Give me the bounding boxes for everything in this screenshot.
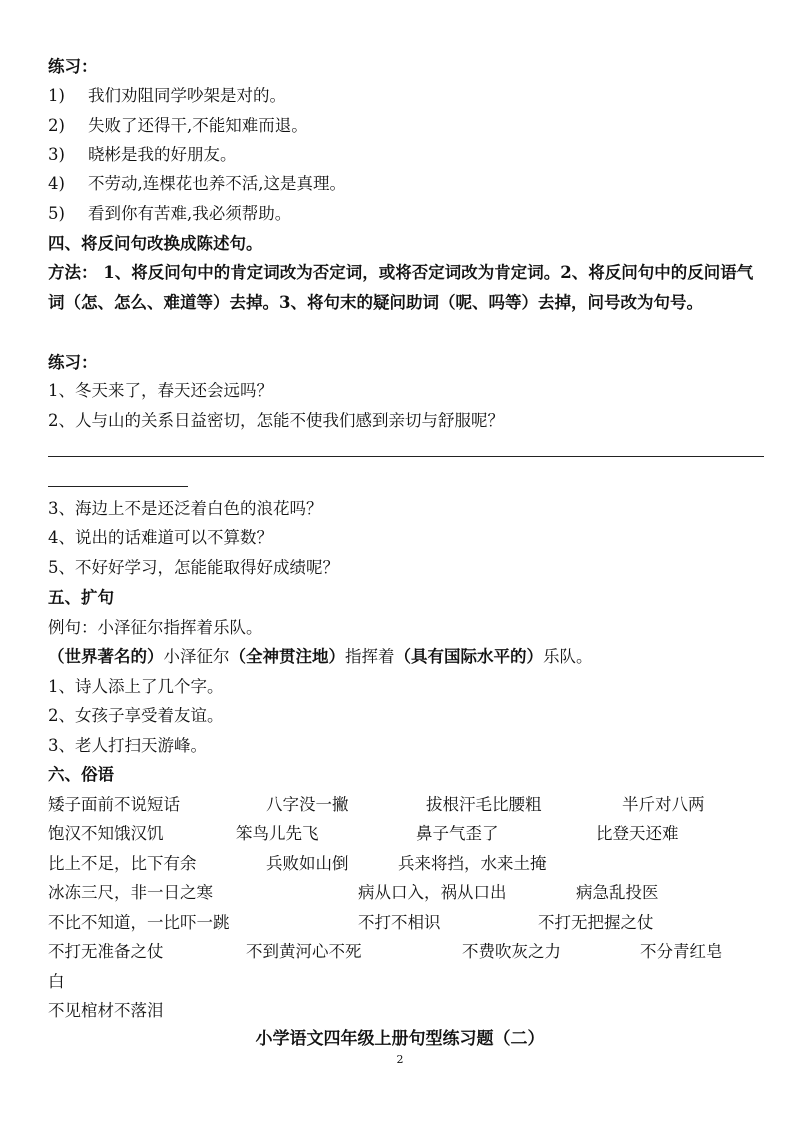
idiom: 不到黄河心不死 xyxy=(246,942,362,961)
list-item: 5) 看到你有苦难,我必须帮助。 xyxy=(48,204,292,223)
idiom: 八字没一撇 xyxy=(266,795,349,814)
expanded-sentence: （世界著名的）小泽征尔（全神贯注地）指挥着（具有国际水平的）乐队。 xyxy=(48,647,593,666)
page-number: 2 xyxy=(396,1053,404,1066)
idiom: 比登天还难 xyxy=(596,824,679,843)
idiom: 拔根汗毛比腰粗 xyxy=(426,795,542,814)
idiom: 比上不足，比下有余 xyxy=(48,854,197,873)
list-item: 1) 我们劝阻同学吵架是对的。 xyxy=(48,86,286,105)
idiom: 兵来将挡，水来土掩 xyxy=(398,854,547,873)
list-item: 5、不好好学习，怎能能取得好成绩呢？ xyxy=(48,558,339,577)
list-item: 1、冬天来了，春天还会远吗？ xyxy=(48,381,273,400)
list-item: 4) 不劳动,连棵花也养不活,这是真理。 xyxy=(48,174,346,193)
idiom: 病急乱投医 xyxy=(576,883,659,902)
idiom: 矮子面前不说短话 xyxy=(48,795,180,814)
list-item: 2) 失败了还得干,不能知难而退。 xyxy=(48,116,308,135)
list-item: 1、诗人添上了几个字。 xyxy=(48,677,224,696)
idiom: 不分青红皂 xyxy=(640,942,723,961)
idiom: 不打无准备之仗 xyxy=(48,942,164,961)
list-item: 2、人与山的关系日益密切，怎能不使我们感到亲切与舒服呢？ xyxy=(48,411,504,430)
practice-heading: 练习： xyxy=(48,353,98,372)
list-item: 3、老人打扫天游峰。 xyxy=(48,736,207,755)
idiom: 不比不知道，一比吓一跳 xyxy=(48,913,230,932)
example-sentence: 例句：小泽征尔指挥着乐队。 xyxy=(48,618,263,637)
idiom: 不打不相识 xyxy=(358,913,441,932)
method-paragraph: 方法： 1、将反问句中的肯定词改为否定词，或将否定词改为肯定词。2、将反问句中的反问语气词（怎、怎么、难道等）去掉。3、将句末的疑问助词（呢、吗等）去掉，问号改为句号。 xyxy=(48,263,754,312)
idiom: 不打无把握之仗 xyxy=(538,913,654,932)
answer-line xyxy=(48,456,764,457)
list-item: 3、海边上不是还泛着白色的浪花吗？ xyxy=(48,499,323,518)
answer-line xyxy=(48,486,188,487)
idiom: 饱汉不知饿汉饥 xyxy=(48,824,164,843)
list-item: 2、女孩子享受着友谊。 xyxy=(48,706,224,725)
practice-heading: 练习： xyxy=(48,57,98,76)
section-title: 五、扩句 xyxy=(48,588,114,607)
idiom: 兵败如山倒 xyxy=(266,854,349,873)
idiom: 冰冻三尺，非一日之寒 xyxy=(48,883,213,902)
list-item: 3) 晓彬是我的好朋友。 xyxy=(48,145,237,164)
idiom: 鼻子气歪了 xyxy=(416,824,499,843)
idiom-continuation: 白 xyxy=(48,972,65,991)
idiom: 不费吹灰之力 xyxy=(462,942,561,961)
idiom: 笨鸟儿先飞 xyxy=(236,824,319,843)
list-item: 4、说出的话难道可以不算数？ xyxy=(48,528,273,547)
idiom: 不见棺材不落泪 xyxy=(48,1001,164,1020)
next-section-title: 小学语文四年级上册句型练习题（二） xyxy=(255,1029,545,1049)
section-title: 六、俗语 xyxy=(48,765,114,784)
idiom: 病从口入，祸从口出 xyxy=(358,883,507,902)
idiom: 半斤对八两 xyxy=(622,795,705,814)
section-title: 四、将反问句改换成陈述句。 xyxy=(48,234,263,253)
